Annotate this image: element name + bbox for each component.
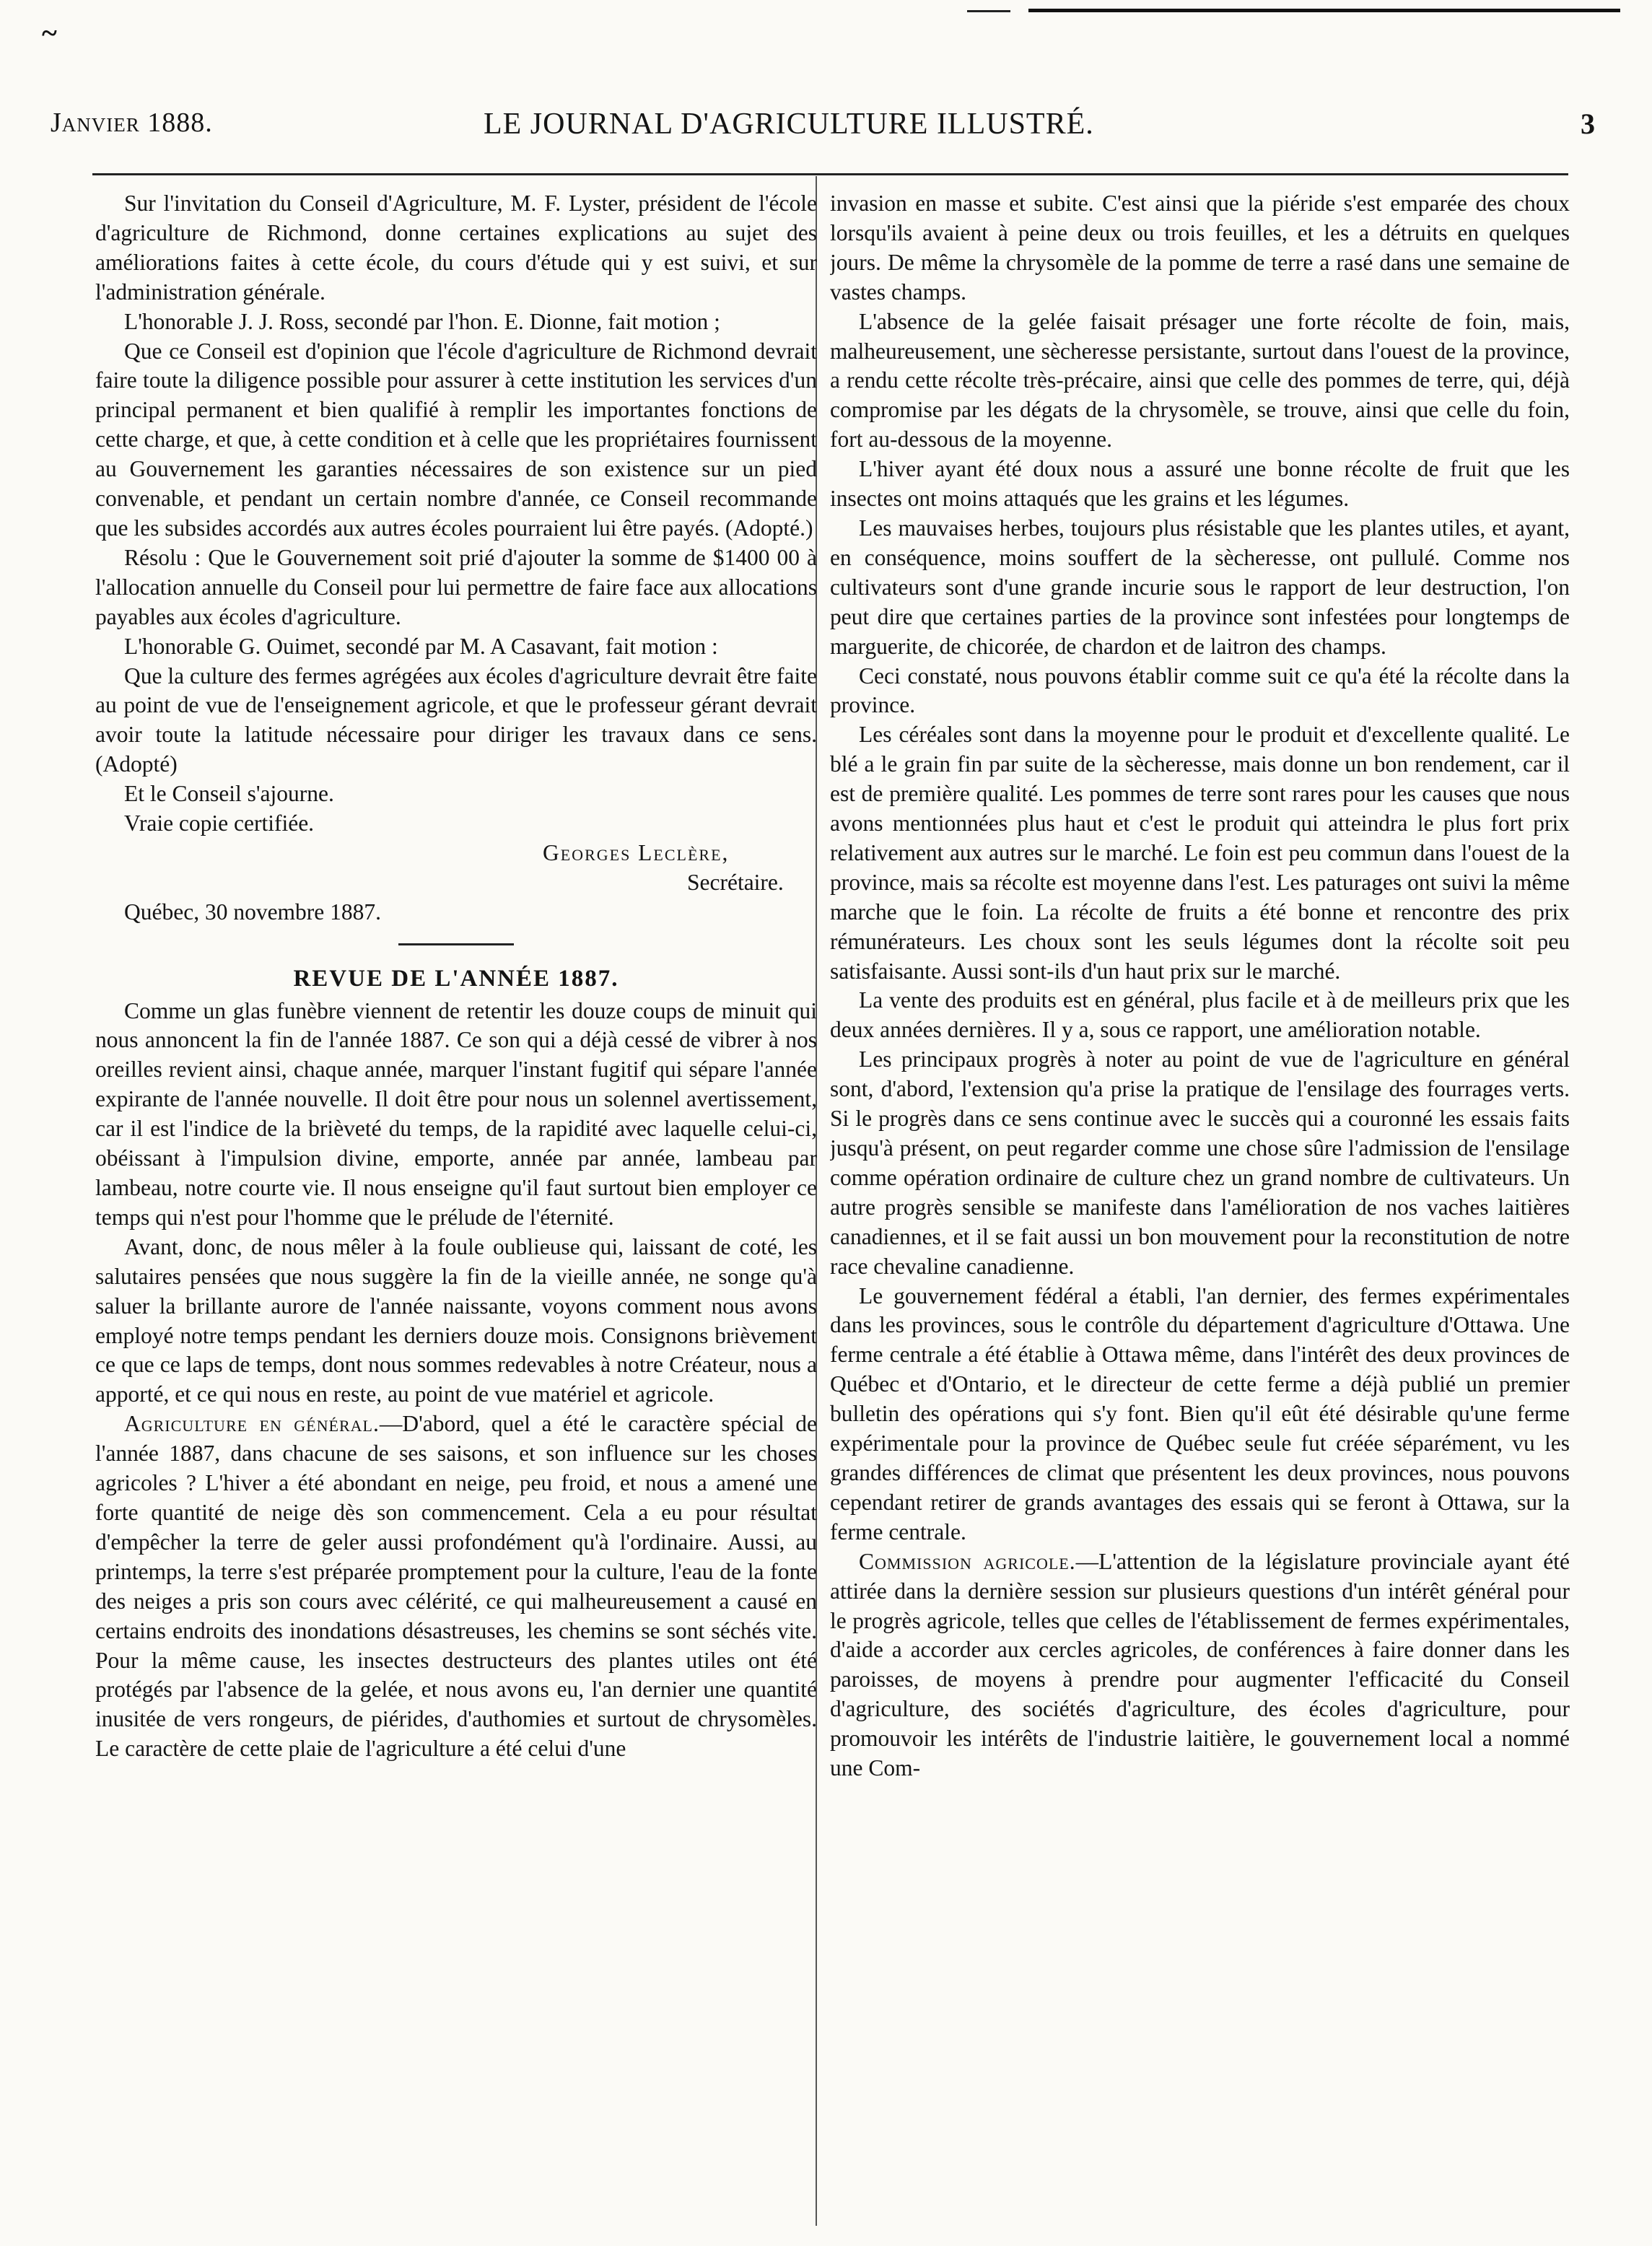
header-rule [92, 173, 1568, 175]
place-date: Québec, 30 novembre 1887. [124, 899, 382, 925]
paragraph: Sur l'invitation du Conseil d'Agriculture, M. F. Lyster, président de l'école d'agriculture de Richmond, donne certaines explications au sujet des améliorations faites à cette école, du cours d'étude qui y est suivi, et sur l'administration générale. [95, 191, 817, 305]
paragraph: Vraie copie certifiée. [124, 810, 315, 836]
paragraph: L'absence de la gelée faisait présager une forte récolte de foin, mais, malheureusement, une sècheresse persistante, surtout dans l'ouest de la province, a rendu cette récolte très-précaire, ainsi que celle des pommes de terre, qui, déjà compromise par les dégats de la chrysomèle, se trouve, ainsi que celle du foin, fort au-dessous de la moyenne. [830, 308, 1570, 453]
paragraph [95, 1410, 817, 1764]
paragraph: L'hiver ayant été doux nous a assuré une bonne récolte de fruit que les insectes ont moins attaqués que les grains et les légumes. [830, 456, 1570, 512]
paragraph: Comme un glas funèbre viennent de retentir les douze coups de minuit qui nous annoncent la fin de l'année 1887. Ce son qui a déjà cessé de vibrer à nos oreilles revient ainsi, chaque année, marquer l'instant fugitif qui sépare l'année expirante de l'année nouvelle. Il doit être pour nous un solennel avertissement, car il est l'indice de la brièveté du temps, de la rapidité avec laquelle celui-ci, obéissant à l'impulsion divine, emporte, année par année, lambeau par lambeau, notre courte vie. Il nous enseigne qu'il faut surtout bien employer ce temps qui n'est pour l'homme que le prélude de l'éternité. [95, 997, 817, 1230]
paragraph: Que la culture des fermes agrégées aux écoles d'agriculture devrait être faite au point de vue de l'enseignement agricole, et que le professeur gérant devrait avoir toute la latitude nécessaire pour diriger les travaux dans ce sens. (Adopté) [95, 663, 817, 777]
top-rule [1028, 9, 1620, 12]
paragraph [830, 1547, 1570, 1783]
section-rule [398, 943, 514, 945]
journal-title: LE JOURNAL D'AGRICULTURE ILLUSTRÉ. [484, 108, 1094, 141]
paragraph-body: —L'attention de la législature provinciale ayant été attirée dans la dernière session sur plusieurs questions d'un intérêt général pour le progrès agricole, telles que celles de l'établissement de fermes expérimentales, d'aide a accorder aux cercles agricoles, de conférences à faire donner dans les paroisses, de moyens à prendre pour augmenter l'efficacité du Conseil d'agriculture, des sociétés d'agriculture, des écoles d'agriculture, pour promouvoir les intérêts de l'industrie laitière, le gouvernement local a nommé une Com- [830, 1548, 1570, 1781]
paragraph: La vente des produits est en général, plus facile et à de meilleurs prix que les deux années dernières. Il y a, sous ce rapport, une amélioration notable. [830, 987, 1570, 1043]
paragraph: Les mauvaises herbes, toujours plus résistable que les plantes utiles, et ayant, en conséquence, moins souffert de la sècheresse, ont pullulé. Comme nos cultivateurs sont d'une grande incurie sous le rapport de leur destruction, l'on peut dire que certaines parties de la province sont infestées pour longtemps de marguerite, de chicorée, de chardon et de laitron des champs. [830, 515, 1570, 659]
paragraph: Les céréales sont dans la moyenne pour le produit et d'excellente qualité. Le blé a le grain fin par suite de la sècheresse, mais donne un bon rendement, car il est de première qualité. Les pommes de terre sont rares pour les causes que nous avons mentionnées plus haut et c'est le produit qui atteindra le plus fort prix relativement aux autres sur le marché. Le foin est peu commun dans l'ouest de la province, mais sa récolte est moyenne dans l'est. Les paturages ont suivi la même marche que le foin. La récolte de fruits a été bonne et rencontre des prix rémunérateurs. Les choux sont les seuls légumes dont la récolte soit peu satisfaisante. Aussi sont-ils d'un haut prix sur le marché. [830, 722, 1570, 984]
paragraph-body: —D'abord, quel a été le caractère spécial de l'année 1887, dans chacune de ses saisons, et son influence sur les choses agricoles ? L'hiver a été abondant en neige, peu froid, et nous a amené une forte quantité de neige dès son commencement. Cela a eu pour résultat d'empêcher la terre de geler aussi profondément qu'à l'ordinaire. Aussi, au printemps, la terre s'est préparée promptement pour la culture, l'eau de la fonte des neiges a pris son cours avec célérité, ce qui malheureusement a causé en certains endroits des inondations désastreuses, les chemins se sont séchés vite. Pour la même cause, les insectes destructeurs des plantes utiles ont été protégés par l'absence de la gelée, et nous avons eu, l'an dernier une quantité inusitée de vers rongeurs, de piérides, d'authomies et surtout de chrysomèles. Le caractère de cette plaie de l'agriculture a été celui d'une [95, 1411, 817, 1762]
paragraph: Que ce Conseil est d'opinion que l'école d'agriculture de Richmond devrait faire toute la diligence possible pour assurer à cette institution les services d'un principal permanent et bien qualifié à remplir les importantes fonctions de cette charge, et que, à cette condition et à celle que les propriétaires fournissent au Gouvernement les garanties nécessaires de son existence sur un pied convenable, et pendant un certain nombre d'année, ce Conseil recommande que les subsides accordés aux autres écoles pourraient lui être payés. (Adopté.) [95, 338, 817, 541]
scan-mark: ~ [42, 17, 57, 49]
subsection-heading: Agriculture en général. [124, 1411, 380, 1437]
paragraph: L'honorable J. J. Ross, secondé par l'hon. E. Dionne, fait motion ; [124, 308, 720, 334]
paragraph: Ceci constaté, nous pouvons établir comme suit ce qu'a été la récolte dans la province. [830, 663, 1570, 718]
right-column [830, 189, 1570, 2232]
section-title: REVUE DE L'ANNÉE 1887. [293, 965, 619, 992]
paragraph: invasion en masse et subite. C'est ainsi que la piéride s'est emparée des choux lorsqu'ils avaient à peine deux ou trois feuilles, et les a détruits en quelques jours. De même la chrysomèle de la pomme de terre a rasé dans une semaine de vastes champs. [830, 191, 1570, 305]
page-header [51, 107, 1595, 150]
signature-name: Georges Leclère, [543, 839, 730, 865]
paragraph: Résolu : Que le Gouvernement soit prié d'ajouter la somme de $1400 00 à l'allocation annuelle du Conseil pour lui permettre de faire face aux allocations payables aux écoles d'agriculture. [95, 544, 817, 629]
paragraph: L'honorable G. Ouimet, secondé par M. A Casavant, fait motion : [124, 633, 718, 659]
paragraph: Et le Conseil s'ajourne. [124, 781, 334, 807]
paragraph: Les principaux progrès à noter au point de vue de l'agriculture en général sont, d'abord, l'extension qu'a prise la pratique de l'ensilage des fourrages verts. Si le progrès dans ce sens continue avec le succès qui a couronné les essais faits jusqu'à présent, on peut regarder comme une chose sûre l'admission de l'ensilage comme opération ordinaire de culture chez un grand nombre de cultivateurs. Un autre progrès sensible se manifeste dans l'amélioration de nos vaches laitières canadiennes, et il se fait aussi un bon mouvement pour la reconstitution de notre race chevaline canadienne. [830, 1046, 1570, 1279]
paragraph: Le gouvernement fédéral a établi, l'an dernier, des fermes expérimentales dans les provinces, sous le contrôle du département d'agriculture d'Ottawa. Une ferme centrale a été établie à Ottawa même, dans l'intérêt des deux provinces de Québec et d'Ontario, et le directeur de cette ferme a déjà publié un premier bulletin des opérations qui s'y font. Bien qu'il eût été désirable qu'une ferme expérimentale pour la province de Québec seule fut créée séparément, vu les grandes différences de climat que présentent les deux provinces, nous pouvons cependant retirer de grands avantages des essais qui se feront à Ottawa, sur la ferme centrale. [830, 1283, 1570, 1544]
paragraph: Avant, donc, de nous mêler à la foule oublieuse qui, laissant de coté, les salutaires pensées que nous suggère la fin de la vieille année, ne songe qu'à saluer la brillante aurore de l'année naissante, voyons comment nous avons employé notre temps pendant les derniers douze mois. Consignons brièvement ce que ce laps de temps, dont nous sommes redevables à notre Créateur, nous a apporté, et ce qui nous en reste, au point de vue matériel et agricole. [95, 1233, 817, 1407]
page-number: 3 [1581, 108, 1595, 140]
issue-date: Janvier 1888. [51, 108, 213, 138]
left-column [95, 189, 817, 2232]
top-rule [967, 10, 1010, 12]
signature-title: Secrétaire. [687, 869, 784, 895]
subsection-heading: Commission agricole. [859, 1548, 1076, 1574]
